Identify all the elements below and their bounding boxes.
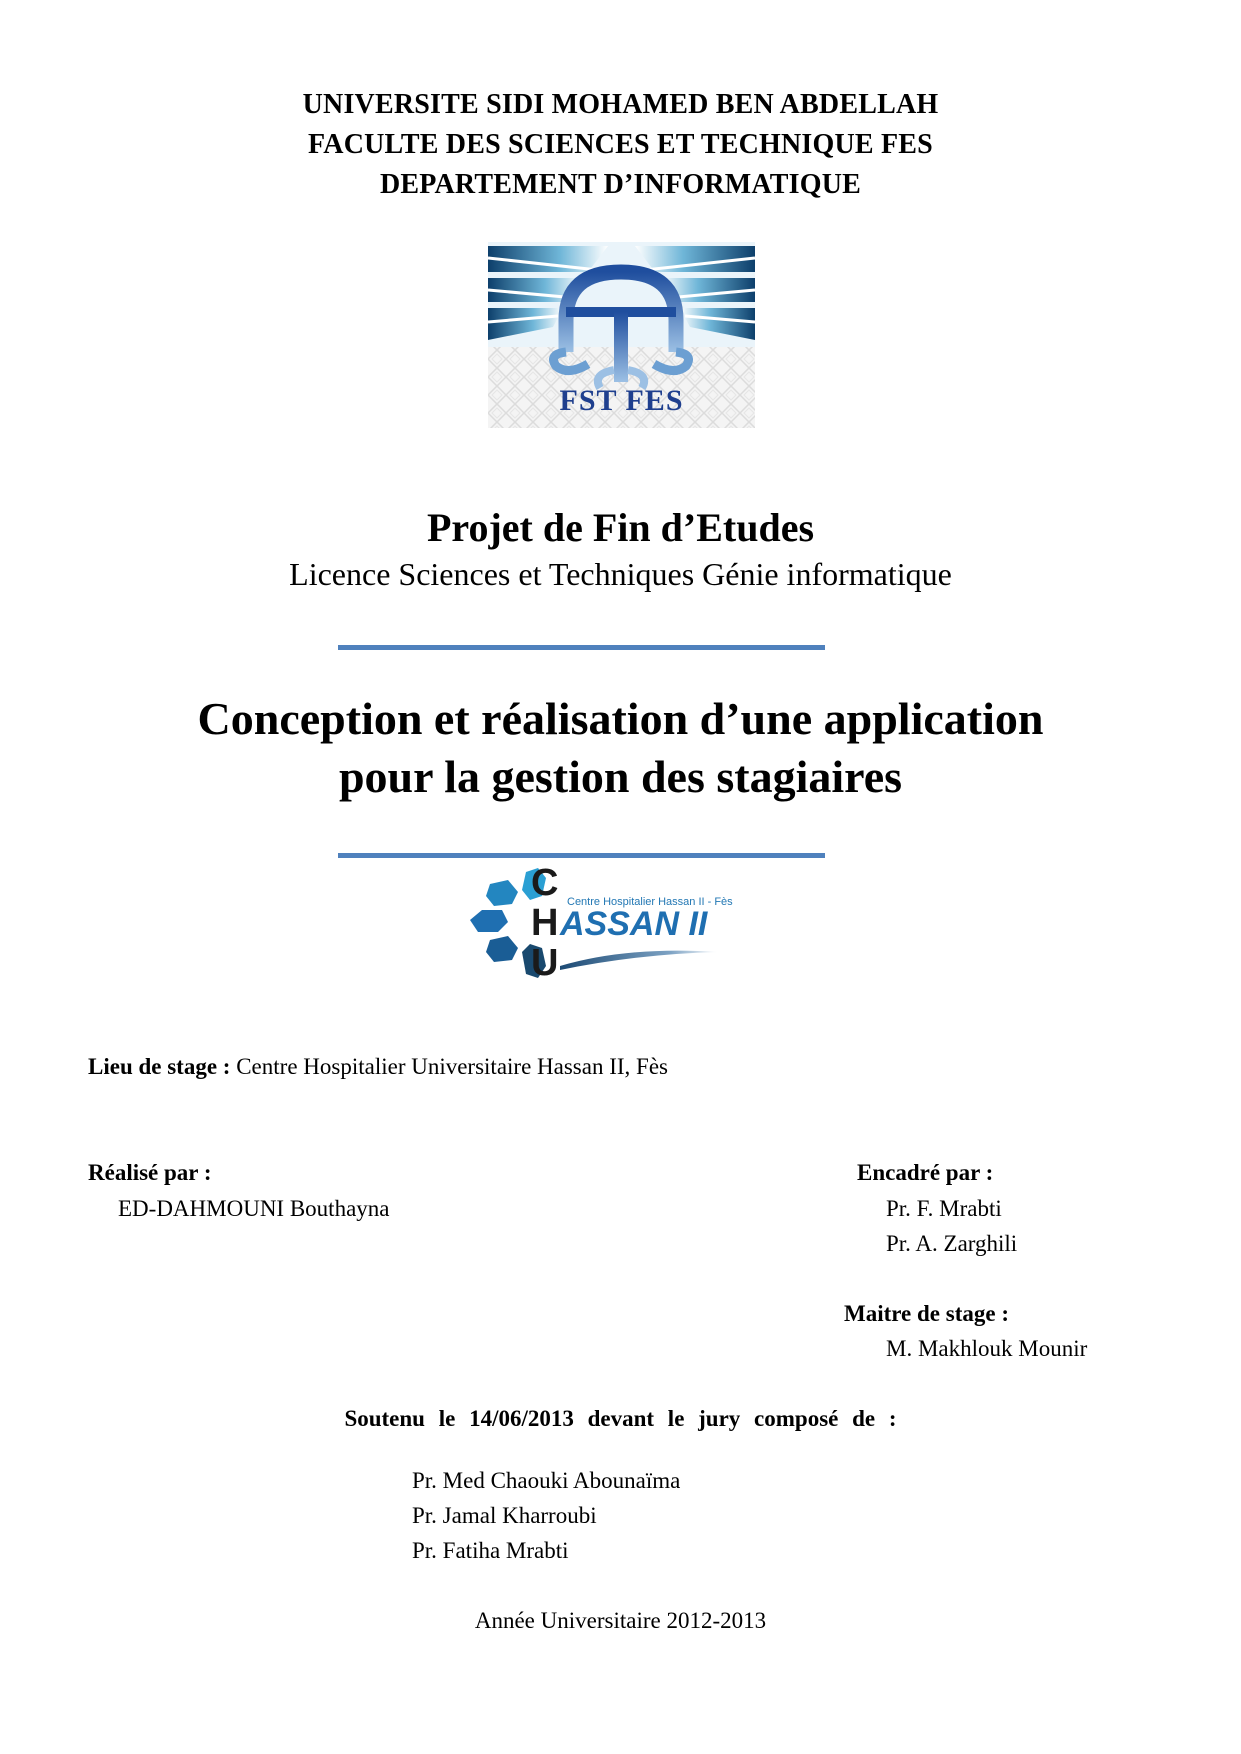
supervisors-label: Encadré par :	[857, 1160, 994, 1185]
jury-heading: Soutenu le 14/06/2013 devant le jury composé de :	[344, 1406, 897, 1431]
jury-member-3: Pr. Fatiha Mrabti	[412, 1538, 569, 1563]
fst-fes-logo-text: FST FES	[559, 384, 684, 417]
supervisor-2: Pr. A. Zarghili	[886, 1231, 1018, 1256]
chu-name: ASSAN II	[560, 905, 708, 943]
faculty-name: FACULTE DES SCIENCES ET TECHNIQUE FES	[308, 129, 933, 160]
title-bottom-rule	[338, 853, 825, 858]
academic-year: Année Universitaire 2012-2013	[474, 1608, 767, 1633]
internship-location-value: Centre Hospitalier Universitaire Hassan II, Fès	[236, 1054, 668, 1079]
internship-supervisor-label: Maitre de stage :	[844, 1301, 1009, 1326]
institution-header	[0, 85, 1241, 205]
chu-letter-c: C	[531, 862, 559, 904]
chu-hassan-ii-logo	[468, 862, 753, 984]
department-name: DEPARTEMENT D’INFORMATIQUE	[379, 169, 861, 200]
project-title	[0, 690, 1241, 806]
project-title-line-2: pour la gestion des stagiaires	[338, 751, 903, 802]
title-top-rule	[338, 645, 825, 650]
project-title-line-1: Conception et réalisation d’une application	[197, 693, 1044, 744]
chu-subtitle: Centre Hospitalier Hassan II - Fès	[567, 896, 733, 908]
jury-member-1: Pr. Med Chaouki Abounaïma	[412, 1468, 681, 1493]
chu-letter-h: H	[531, 902, 559, 944]
chu-letter-u: U	[531, 942, 559, 984]
internship-location-label: Lieu de stage :	[88, 1054, 231, 1079]
degree-program: Licence Sciences et Techniques Génie informatique	[289, 556, 952, 592]
author-label: Réalisé par :	[88, 1160, 212, 1185]
internship-location	[88, 1052, 668, 1082]
supervisor-1: Pr. F. Mrabti	[886, 1196, 1002, 1221]
internship-supervisor-name: M. Makhlouk Mounir	[886, 1336, 1088, 1361]
project-type: Projet de Fin d’Etudes	[426, 505, 815, 550]
jury-member-2: Pr. Jamal Kharroubi	[412, 1503, 597, 1528]
university-name: UNIVERSITE SIDI MOHAMED BEN ABDELLAH	[302, 89, 939, 120]
fst-fes-logo	[488, 242, 755, 428]
author-name: ED-DAHMOUNI Bouthayna	[118, 1196, 390, 1221]
